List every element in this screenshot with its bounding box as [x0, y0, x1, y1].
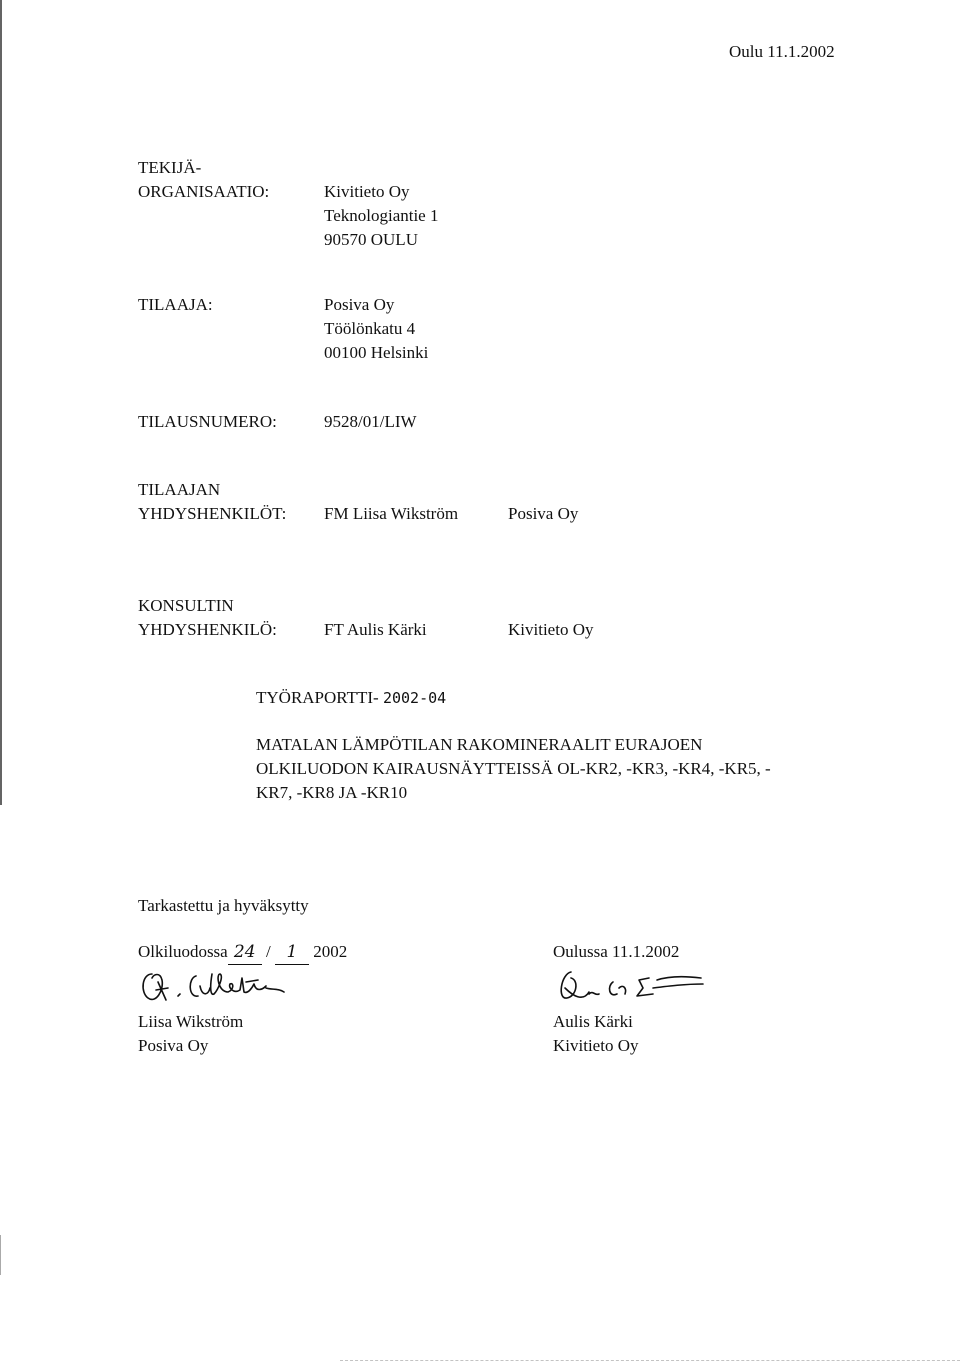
signature-aulis-karki [553, 966, 713, 1010]
client-contact-name: FM Liisa Wikström [324, 504, 459, 523]
left-year: 2002 [313, 942, 348, 961]
left-signatory-name: Liisa Wikström [138, 1012, 244, 1031]
right-signatory-company: Kivitieto Oy [553, 1036, 639, 1055]
client-name: Posiva Oy [324, 295, 395, 314]
left-month: 1 [275, 941, 309, 965]
client-label: TILAAJA: [138, 295, 213, 314]
right-place-date: Oulussa 11.1.2002 [553, 942, 680, 961]
consultant-contact-name: FT Aulis Kärki [324, 620, 427, 639]
signature-liisa-wikstrom [138, 966, 298, 1008]
scan-noise [340, 1360, 960, 1364]
left-place-date: Olkiluodossa 24 / 1 2002 [138, 940, 347, 965]
client-city: 00100 Helsinki [324, 343, 429, 362]
client-address [324, 293, 428, 365]
order-number: 9528/01/LIW [324, 412, 417, 431]
report-number: 2002-04 [382, 689, 447, 707]
left-place: Olkiluodossa [138, 942, 228, 961]
right-signatory-name: Aulis Kärki [553, 1012, 633, 1031]
consultant-contact-company: Kivitieto Oy [508, 620, 594, 639]
client-street: Töölönkatu 4 [324, 319, 416, 338]
producer-street: Teknologiantie 1 [324, 206, 439, 225]
scan-border-lower [0, 1235, 1, 1275]
report-title: MATALAN LÄMPÖTILAN RAKOMINERAALIT EURAJOEN OLKILUODON KAIRAUSNÄYTTEISSÄ OL-KR2, -KR3, -KR4, -KR5, - KR7, -KR8 JA -KR10 [256, 735, 771, 802]
producer-city: 90570 OULU [324, 230, 418, 249]
report-number-line [256, 686, 446, 709]
left-day: 24 [228, 941, 262, 965]
scan-border [0, 0, 2, 805]
client-contact-label: TILAAJAN YHDYSHENKILÖT: [138, 480, 287, 523]
producer-label: TEKIJÄ- ORGANISAATIO: [138, 158, 270, 201]
consultant-contact-label: KONSULTIN YHDYSHENKILÖ: [138, 596, 277, 639]
document-date: Oulu 11.1.2002 [729, 42, 835, 61]
report-label: TYÖRAPORTTI- [256, 688, 379, 707]
right-signatory [553, 1010, 638, 1058]
left-signatory-company: Posiva Oy [138, 1036, 209, 1055]
producer-name: Kivitieto Oy [324, 182, 410, 201]
order-label: TILAUSNUMERO: [138, 412, 277, 431]
left-signatory [138, 1010, 243, 1058]
approval-heading: Tarkastettu ja hyväksytty [138, 896, 309, 915]
client-contact-company: Posiva Oy [508, 504, 579, 523]
producer-address [324, 180, 438, 252]
